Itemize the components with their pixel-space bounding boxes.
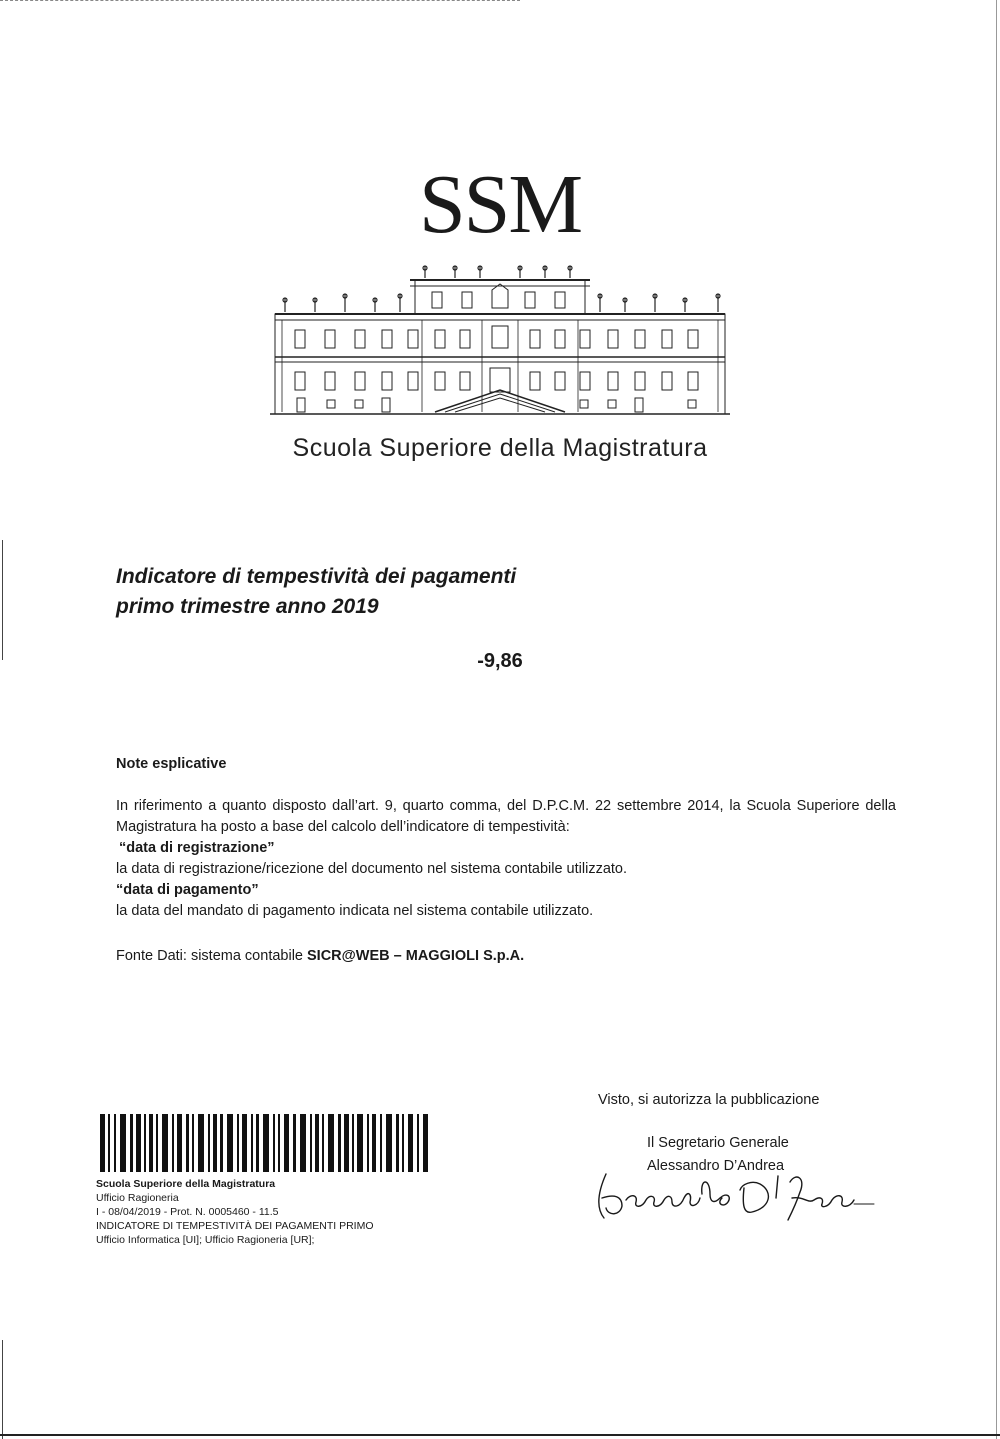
- notes-body: [116, 796, 896, 922]
- scan-edge-bottom: [0, 1434, 1000, 1436]
- title-line-1: Indicatore di tempestività dei pagamenti: [116, 565, 517, 588]
- data-source-system: SICR@WEB – MAGGIOLI S.p.A.: [307, 948, 525, 964]
- ssm-logo-mark: SSM: [418, 158, 582, 251]
- scan-edge-left-lower: [2, 1340, 3, 1439]
- stamp-subject: INDICATORE DI TEMPESTIVITÀ DEI PAGAMENTI PRIMO: [96, 1220, 374, 1232]
- data-source: [116, 946, 896, 967]
- publication-approval: Visto, si autorizza la pubblicazione: [598, 1092, 820, 1108]
- indicator-value: -9,86: [477, 650, 523, 672]
- stamp-institution: Scuola Superiore della Magistratura: [96, 1178, 276, 1190]
- stamp-protocol-number: [96, 1205, 476, 1219]
- protocol-stamp: [96, 1177, 476, 1247]
- stamp-office: Ufficio Ragioneria: [96, 1192, 179, 1204]
- term-payment-description: la data del mandato di pagamento indicata nel sistema contabile utilizzato.: [116, 903, 594, 919]
- institution-name: Scuola Superiore della Magistratura: [292, 434, 708, 462]
- stamp-protocol-text: I - 08/04/2019 - Prot. N. 0005460 - 11.5: [96, 1206, 279, 1218]
- scan-edge-top: [0, 0, 520, 3]
- document-title: [116, 562, 716, 622]
- scan-edge-left: [2, 540, 3, 660]
- notes-heading: Note esplicative: [116, 756, 227, 772]
- signatory-name: Alessandro D’Andrea: [647, 1158, 785, 1174]
- palace-building-logo-icon: [270, 262, 730, 422]
- stamp-offices: Ufficio Informatica [UI]; Ufficio Ragioneria [UR];: [96, 1234, 315, 1246]
- title-line-2: primo trimestre anno 2019: [116, 595, 379, 618]
- term-registration-description: la data di registrazione/ricezione del documento nel sistema contabile utilizzato.: [116, 861, 628, 877]
- handwritten-signature: [592, 1168, 882, 1228]
- notes-paragraph: In riferimento a quanto disposto dall’art. 9, quarto comma, del D.P.C.M. 22 settembre 2014, la Scuola Superiore della Magistratura ha posto a base del calcolo dell’indicatore di tempestività:: [116, 798, 896, 835]
- signatory-role: Il Segretario Generale: [647, 1135, 789, 1151]
- data-source-prefix: Fonte Dati: sistema contabile: [116, 948, 308, 964]
- term-payment-label: “data di pagamento”: [116, 882, 259, 898]
- term-registration-label: “data di registrazione”: [119, 840, 275, 856]
- scan-edge-right: [996, 0, 997, 1439]
- barcode-icon: [100, 1114, 430, 1172]
